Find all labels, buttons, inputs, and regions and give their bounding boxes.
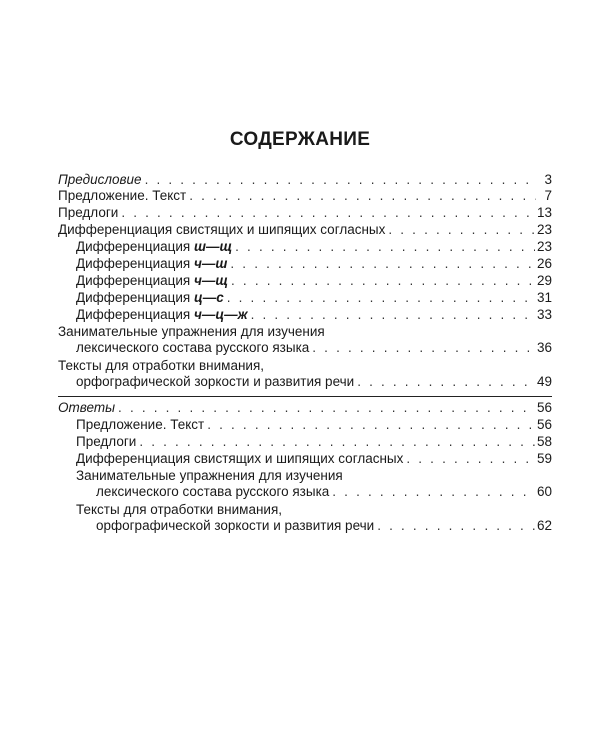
toc-page-number: 33: [536, 307, 552, 322]
toc-answers-lexical[interactable]: [76, 468, 552, 500]
letter-pair: ч—ш: [194, 256, 228, 271]
toc-answers-prepositions[interactable]: [76, 434, 552, 450]
toc-page-number: 23: [536, 222, 552, 237]
toc-entry-label: Дифференциация свистящих и шипящих согласных: [58, 222, 386, 237]
toc-page-number: 56: [536, 417, 552, 432]
toc-subentry-ch-ts-zh[interactable]: [76, 307, 552, 323]
leader-dots: [388, 222, 535, 238]
toc-entry-label-continued: орфографической зоркости и развития речи: [76, 374, 355, 389]
letter-pair: ч—щ: [194, 273, 229, 288]
page-title: СОДЕРЖАНИЕ: [229, 129, 371, 150]
leader-dots: [377, 518, 535, 534]
toc-entry-label: Дифференциация: [76, 239, 191, 254]
toc-entry-label: Дифференциация: [76, 256, 191, 271]
letter-pair: ц—с: [194, 290, 224, 305]
leader-dots: [189, 188, 536, 204]
toc-entry-label: Тексты для отработки внимания,: [76, 502, 283, 517]
toc-page-number: 58: [536, 434, 552, 449]
leader-dots: [121, 205, 535, 221]
toc-entry-label-continued: орфографической зоркости и развития речи: [96, 518, 375, 533]
toc-entry-label: Тексты для отработки внимания,: [58, 358, 265, 373]
toc-entry-label-continued: лексического состава русского языка: [96, 484, 330, 499]
toc-subentry-ch-sh[interactable]: [76, 256, 552, 272]
toc-page-number: 3: [544, 172, 552, 187]
toc-entry-label: Дифференциация: [76, 273, 191, 288]
toc-entry-answers[interactable]: [58, 400, 552, 416]
leader-dots: [332, 484, 535, 500]
leader-dots: [406, 451, 535, 467]
toc-entry-preface[interactable]: [58, 172, 552, 188]
leader-dots: [207, 417, 535, 433]
toc-answers-sentence-text[interactable]: [76, 417, 552, 433]
toc-page-number: 29: [536, 273, 552, 288]
toc-page-number: 60: [536, 484, 552, 499]
toc-page-number: 59: [536, 451, 552, 466]
letter-pair: ш—щ: [194, 239, 233, 254]
section-divider: [58, 396, 552, 397]
toc-entry-label: Дифференциация: [76, 307, 191, 322]
leader-dots: [231, 273, 535, 289]
toc-page-number: 23: [536, 239, 552, 254]
toc-subentry-ts-s[interactable]: [76, 290, 552, 306]
toc-entry-prepositions[interactable]: [58, 205, 552, 221]
toc-answers-differentiation[interactable]: [76, 451, 552, 467]
toc-answers-attention[interactable]: [76, 502, 552, 534]
leader-dots: [230, 256, 535, 272]
leader-dots: [235, 239, 535, 255]
toc-page-number: 62: [536, 518, 552, 533]
toc-entry-sentence-text[interactable]: [58, 188, 552, 204]
toc-entry-label: Ответы: [58, 400, 116, 415]
toc-subentry-sh-shch[interactable]: [76, 239, 552, 255]
leader-dots: [357, 374, 535, 390]
leader-dots: [139, 434, 535, 450]
toc-entry-label: Занимательные упражнения для изучения: [76, 468, 343, 483]
toc-page-number: 7: [544, 188, 552, 203]
toc-page-number: 49: [536, 374, 552, 389]
letter-pair: ч—ц—ж: [194, 307, 248, 322]
leader-dots: [118, 400, 535, 416]
toc-entry-label: Предисловие: [58, 172, 142, 187]
toc-entry-lexical[interactable]: [58, 324, 552, 356]
toc-entry-label: Предлоги: [58, 205, 119, 220]
toc-page-number: 36: [536, 340, 552, 355]
toc-page-number: 26: [536, 256, 552, 271]
toc-entry-differentiation[interactable]: [58, 222, 552, 238]
toc-subentry-ch-shch[interactable]: [76, 273, 552, 289]
toc-page-number: 56: [536, 400, 552, 415]
toc-entry-label: Дифференциация свистящих и шипящих согласных: [76, 451, 404, 466]
leader-dots: [312, 340, 535, 356]
toc-entry-label-continued: лексического состава русского языка: [76, 340, 310, 355]
toc-page-number: 31: [536, 290, 552, 305]
toc-entry-attention[interactable]: [58, 358, 552, 390]
leader-dots: [145, 172, 536, 188]
toc-entry-label: Предлоги: [76, 434, 137, 449]
toc-page-number: 13: [536, 205, 552, 220]
toc-entry-label: Занимательные упражнения для изучения: [58, 324, 325, 339]
leader-dots: [251, 307, 535, 323]
leader-dots: [227, 290, 535, 306]
toc-entry-label: Дифференциация: [76, 290, 191, 305]
toc-entry-label: Предложение. Текст: [76, 417, 205, 432]
toc-entry-label: Предложение. Текст: [58, 188, 187, 203]
